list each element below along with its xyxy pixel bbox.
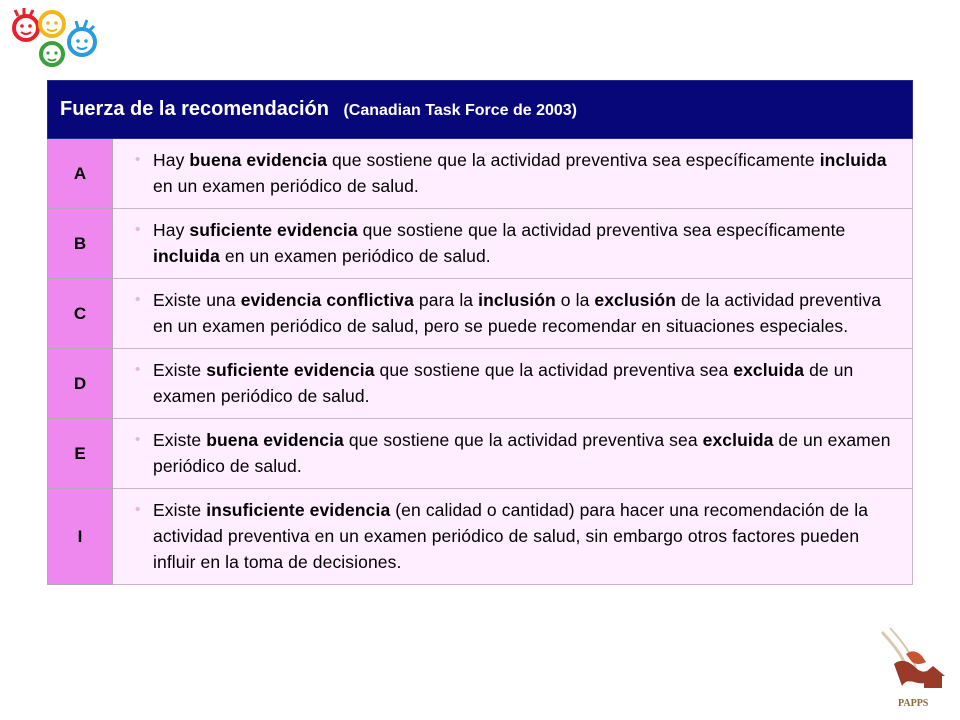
emphasis-text: suficiente evidencia (189, 220, 358, 240)
description-cell (113, 209, 913, 279)
papps-logo-text: PAPPS (898, 698, 929, 709)
grade-cell: C (48, 279, 113, 349)
description-text: en un examen periódico de salud. (219, 246, 491, 266)
description-text: que sostiene que la actividad preventiva sea (343, 430, 703, 450)
grade-cell: B (48, 209, 113, 279)
description-cell (113, 419, 913, 489)
description-cell (113, 349, 913, 419)
grade-cell: A (48, 139, 113, 209)
grade-cell: E (48, 419, 113, 489)
bullet-icon: • (135, 431, 141, 448)
description-text: Existe una (153, 290, 241, 310)
emphasis-text: incluida (153, 246, 220, 266)
emphasis-text: buena evidencia (206, 430, 344, 450)
emphasis-text: buena evidencia (189, 150, 328, 170)
description-cell (113, 279, 913, 349)
bullet-icon: • (135, 291, 141, 308)
description-text: Existe (153, 430, 207, 450)
header-subtitle: (Canadian Task Force de 2003) (343, 102, 578, 119)
table-row (48, 139, 913, 209)
emphasis-text: inclusión (478, 290, 556, 310)
bullet-icon: • (135, 151, 141, 168)
description-text: para la (413, 290, 479, 310)
description-text: que sostiene que la actividad preventiva sea específicamente (357, 220, 846, 240)
description-text: Existe (153, 500, 207, 520)
description-text: o la (555, 290, 595, 310)
description-cell (113, 139, 913, 209)
emphasis-text: insuficiente evidencia (206, 500, 391, 520)
description-text: Hay (153, 220, 190, 240)
table-header (48, 81, 913, 139)
bullet-icon: • (135, 221, 141, 238)
description-text: Hay (153, 150, 190, 170)
table-row (48, 349, 913, 419)
emphasis-text: exclusión (594, 290, 676, 310)
description-text: (en calidad o cantidad) para hacer una recomendación de la actividad preventiva en un examen periódico de salud, sin embargo otros factores pueden influir en la toma de decisiones. (153, 500, 869, 572)
description-text: de un examen periódico de salud. (153, 430, 891, 476)
table-row (48, 279, 913, 349)
description-text: en un examen periódico de salud. (153, 176, 419, 196)
header-title: Fuerza de la recomendación (60, 98, 329, 120)
description-text: que sostiene que la actividad preventiva sea (374, 360, 734, 380)
grade-cell: D (48, 349, 113, 419)
emphasis-text: excluida (733, 360, 805, 380)
table-header-row (48, 81, 913, 139)
emphasis-text: suficiente evidencia (206, 360, 375, 380)
emphasis-text: excluida (702, 430, 774, 450)
description-text: de la actividad preventiva en un examen periódico de salud, pero se puede recomendar en situaciones especiales. (153, 290, 882, 336)
table-row (48, 489, 913, 585)
table-row (48, 209, 913, 279)
description-text: Existe (153, 360, 207, 380)
description-cell (113, 489, 913, 585)
grade-cell: I (48, 489, 113, 585)
table-body (48, 139, 913, 585)
description-text: que sostiene que la actividad preventiva sea específicamente (327, 150, 820, 170)
children-faces-logo-icon (8, 6, 104, 72)
bullet-icon: • (135, 361, 141, 378)
emphasis-text: evidencia conflictiva (240, 290, 414, 310)
table-row (48, 419, 913, 489)
emphasis-text: incluida (819, 150, 887, 170)
bullet-icon: • (135, 501, 141, 518)
papps-hands-logo-icon (872, 624, 952, 714)
description-text: de un examen periódico de salud. (153, 360, 854, 406)
recommendation-table (47, 80, 913, 585)
